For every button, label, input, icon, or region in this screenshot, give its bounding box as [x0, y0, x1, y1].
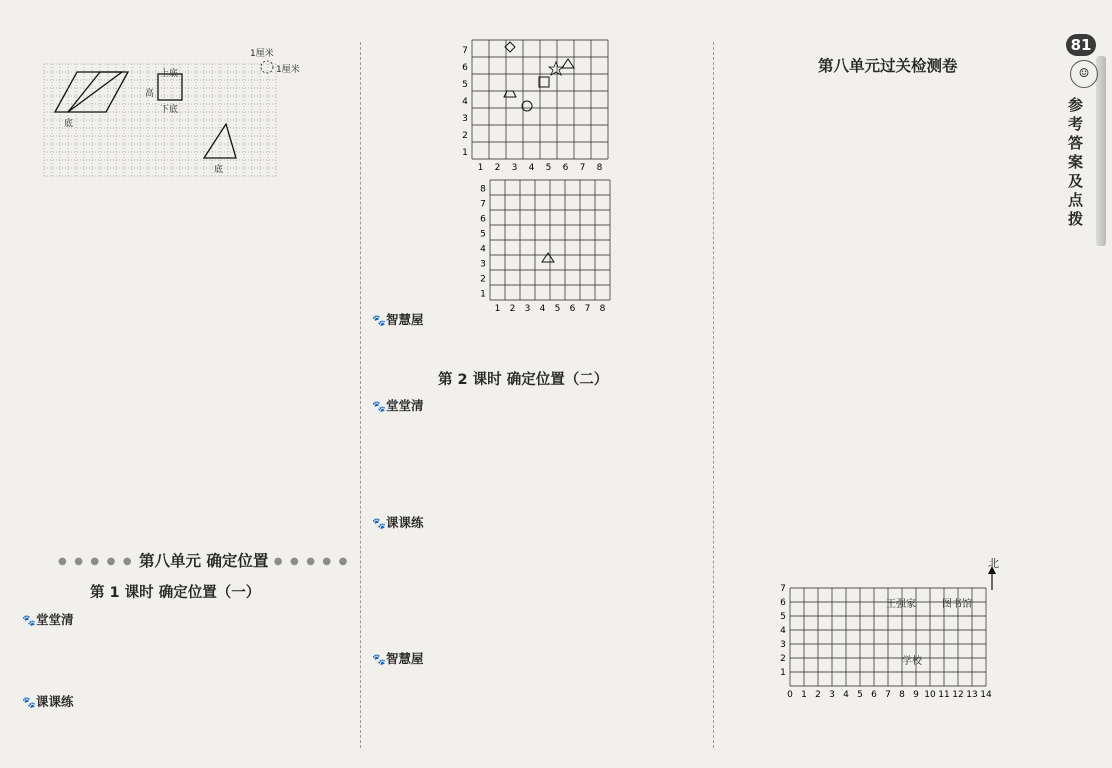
map-column-label: 4	[843, 690, 849, 700]
section-tangtangqing-2: 🐾堂堂清	[372, 398, 424, 413]
map-column-label: 5	[857, 690, 863, 700]
map-row-label: 7	[780, 584, 786, 594]
section-tangtangqing-1: 🐾堂堂清	[22, 612, 74, 627]
school-label: 学校	[902, 656, 922, 667]
parallelogram-base-label: 底	[64, 119, 74, 129]
column-label: 4	[528, 163, 535, 173]
row-label: 4	[462, 96, 468, 107]
circle-icon	[522, 101, 532, 111]
row-label: 7	[462, 45, 468, 56]
coordinate-grid-b	[476, 180, 626, 314]
map-column-label: 6	[871, 690, 877, 700]
column-label: 2	[509, 304, 516, 314]
map-column-label: 3	[829, 690, 835, 700]
section-kekelian-2: 🐾课课练	[372, 515, 424, 530]
map-column-label: 9	[913, 690, 919, 700]
height-label: 高	[145, 89, 155, 99]
paw-icon: 🐾	[22, 614, 36, 627]
north-label: 北	[988, 557, 999, 570]
row-label: 7	[480, 199, 486, 210]
column-label: 7	[579, 163, 586, 173]
star-icon	[549, 62, 563, 75]
section-kekelian-1: 🐾课课练	[22, 694, 74, 709]
upper-base-label: 上底	[160, 69, 179, 79]
paw-icon: 🐾	[372, 314, 386, 327]
column-label: 5	[554, 304, 561, 314]
map-column-label: 2	[815, 690, 821, 700]
column-label: 3	[524, 304, 531, 314]
map-column-label: 10	[924, 690, 936, 700]
map-row-label: 6	[780, 598, 786, 608]
geometry-grid-figure	[40, 60, 276, 178]
row-label: 6	[462, 62, 468, 73]
section-zhihuiwu-1: 🐾智慧屋	[372, 312, 424, 327]
page-number: 81	[1066, 34, 1096, 56]
column-label: 6	[562, 163, 569, 173]
column-divider-right	[713, 42, 714, 748]
middle-column	[362, 0, 714, 768]
map-grid-figure	[770, 558, 1010, 700]
map-row-label: 4	[780, 626, 786, 636]
map-row-label: 2	[780, 654, 786, 664]
section-zhihuiwu-2: 🐾智慧屋	[372, 651, 424, 666]
column-label: 1	[494, 304, 501, 314]
test-heading: 第八单元过关检测卷	[818, 57, 958, 75]
map-row-label: 3	[780, 640, 786, 650]
column-label: 3	[511, 163, 518, 173]
map-row-label: 5	[780, 612, 786, 622]
column-label: 4	[539, 304, 546, 314]
parallelogram-body	[55, 72, 128, 112]
triangle-shape	[204, 124, 236, 158]
column-label: 1	[477, 163, 484, 173]
map-row-label: 1	[780, 668, 786, 678]
side-title: 参考答案及点拨	[1068, 96, 1084, 228]
column-label: 8	[599, 304, 606, 314]
mascot-icon: ☺	[1070, 60, 1098, 88]
triangle-base-label: 底	[214, 165, 224, 175]
unit-label-top: 1厘米	[250, 49, 274, 59]
column-label: 6	[569, 304, 576, 314]
row-label: 4	[480, 244, 486, 255]
library-label: 图书馆	[942, 599, 972, 610]
map-column-label: 1	[801, 690, 807, 700]
coordinate-grid-a	[458, 40, 618, 173]
paw-icon: 🐾	[372, 653, 386, 666]
lesson2-heading: 第 2 课时 确定位置（二）	[438, 372, 609, 388]
row-label: 3	[480, 259, 486, 270]
paw-icon: 🐾	[372, 517, 386, 530]
map-column-label: 11	[938, 690, 950, 700]
square-icon	[539, 77, 549, 87]
diamond-icon	[505, 42, 515, 52]
paw-icon: 🐾	[22, 696, 36, 709]
map-column-label: 8	[899, 690, 905, 700]
map-column-label: 13	[966, 690, 978, 700]
map-column-label: 12	[952, 690, 964, 700]
column-label: 8	[596, 163, 603, 173]
unit-label-right: 1厘米	[276, 65, 300, 75]
lesson1-heading: 第 1 课时 确定位置（一）	[90, 585, 261, 601]
wang-home-label: 王强家	[886, 599, 916, 610]
triangle-marker	[542, 253, 554, 262]
lower-base-label: 下底	[160, 105, 179, 115]
row-label: 3	[462, 113, 468, 124]
column-label: 2	[494, 163, 501, 173]
unit-square-marker	[261, 61, 273, 73]
row-label: 5	[462, 79, 468, 90]
column-label: 7	[584, 304, 591, 314]
map-column-label: 14	[980, 690, 992, 700]
row-label: 6	[480, 214, 486, 225]
right-column	[716, 0, 1060, 768]
left-column	[0, 0, 360, 768]
unit8-heading: ● ● ● ● ● 第八单元 确定位置 ● ● ● ● ●	[58, 552, 350, 570]
side-bar-decoration	[1096, 56, 1106, 246]
row-label: 1	[462, 147, 468, 158]
row-label: 5	[480, 229, 486, 240]
row-label: 2	[480, 274, 486, 285]
row-label: 2	[462, 130, 468, 141]
row-label: 1	[480, 289, 486, 300]
row-label: 8	[480, 184, 486, 195]
column-divider-left	[360, 42, 361, 748]
paw-icon: 🐾	[372, 400, 386, 413]
map-column-label: 7	[885, 690, 891, 700]
column-label: 5	[545, 163, 552, 173]
map-column-label: 0	[787, 690, 793, 700]
side-tab	[1062, 34, 1110, 244]
